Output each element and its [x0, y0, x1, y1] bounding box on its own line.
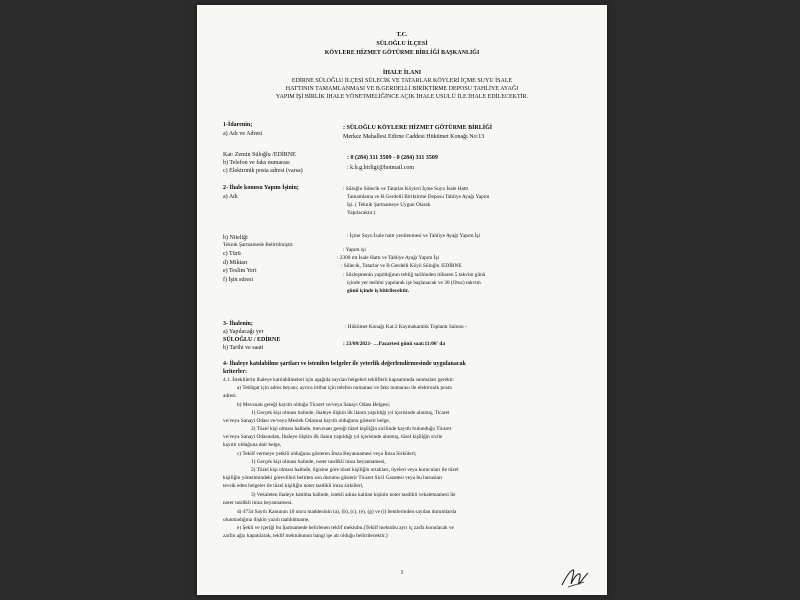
ihale-b-label: b) Tarihi ve saati	[223, 345, 264, 351]
konu-adi-2: Tamamlama ve B.Gerdelli Biriktirme Deposu Tahliye Ayağı Yapım	[347, 194, 490, 200]
section-4-heading-2: kriterler:	[223, 369, 247, 375]
ihale-tarih: : 23/08/2021- …Pazartesi günü saat:11:00' da	[343, 341, 445, 347]
konu-f-label: f) İşin süresi	[223, 277, 253, 283]
kriter-c2-1: 2) Tüzel kişi olması halinde, ilgisine göre tüzel kişiliğin ortakları, üyeleri veya kurucuları ile tüzel	[251, 467, 459, 473]
konu-d-label: d) Miktarı	[223, 260, 248, 266]
kriter-c2-2: kişiliğin yönetimindeki görevlileri belirten son durumu gösterir Ticaret Sicil Gazetesi veya bu hususları	[223, 475, 443, 481]
kriter-e-1: e) Şekli ve içeriği bu Şartnamede belirlenen teklif mektubu.(Teklif mektubu ayrı iç zarfa konulacak ve	[237, 525, 454, 531]
konu-adi-4: Yapılacaktır.)	[347, 210, 376, 216]
idare-kat: Kat: Zemin Süloğlu /EDİRNE	[223, 152, 296, 158]
kriter-c1-1: 1) Gerçek kişi olması halinde, noter tasdikli imza beyannamesi,	[251, 459, 386, 465]
kriter-a-2: adresi.	[223, 393, 237, 399]
kriter-b-1: b) Mevzuatı gereği kayıtlı olduğu Ticaret ve/veya Sanayi Odası Belgesi;	[237, 402, 391, 408]
header-tc: T.C.	[396, 32, 408, 38]
konu-b-label: b) Niteliği	[223, 235, 248, 241]
kriter-c3-1: 3) Vekaleten ihaleye katılma halinde, istekli adına katılan kişinin noter tasdikli vekaletnamesi ile	[251, 492, 456, 498]
idare-b-label: b) Telefon ve faks numarası	[223, 160, 290, 166]
section-1-heading: 1-İdarenin;	[223, 122, 253, 128]
kriter-b1-2: ve/veya Sanayi Odası ve/veya Meslek Odasına kayıtlı olduğunu gösterir belge,	[223, 418, 391, 424]
idare-address: Merkez Mahallesi Edirne Caddesi Hükümet Konağı No:13	[343, 134, 485, 140]
konu-sure-2: içinde yer teslimi yapılarak işe başlanacak ve 30 (Otuz) takvim	[347, 280, 481, 286]
signature-icon	[560, 567, 590, 589]
konu-teslim: : Sülecik, Tatarlar ve B.Gerdelli Köyü Süloğlu /EDİRNE	[341, 263, 462, 269]
konu-b-label-2: Teknik Şartnamede Belirtilmiştir.	[223, 242, 294, 248]
kriter-c2-3: tevsik eden belgeler ile tüzel kişiliğin noter tasdikli imza sirküleri,	[223, 483, 364, 489]
ihale-yer: : Hükümet Konağı Kat:2 Kaymakamlık Toplantı Salonu -	[345, 324, 467, 330]
konu-adi-1: : Süloğlu Sülecik ve Tatarlar Köyleri İçme Suyu İsale Hattı	[343, 186, 469, 192]
ihale-a-label: a) Yapılacağı yer	[223, 329, 264, 335]
konu-sure-1: : Sözleşmenin yapıldığının tebliğ tarihinden itibaren 5 takvim günü	[343, 272, 486, 278]
idare-name: : SÜLOĞLU KÖYLERE HİZMET GÖTÜRME BİRLİĞİ	[343, 125, 493, 131]
kriter-d-2: olunmadığına ilişkin yazılı taahhütname,	[223, 517, 310, 523]
title-line-1: EDİRNE SÜLOĞLU İLÇESİ SÜLECİK VE TATARLAR KÖYLERİ İÇME SUYU İSALE	[291, 78, 513, 84]
section-4-heading-1: 4- İhaleye katılabilme şartları ve istenilen belgeler ile yeterlik değerlendirmesinde uygulanacak	[223, 361, 466, 367]
konu-miktar: : 2300 mt İsale Hattı ve Tahliye Ayağı Yapım İşi	[337, 255, 440, 261]
section-3-heading: 3- İhalenin;	[223, 321, 253, 327]
title-ihale-ilani: İHALE İLANI	[382, 70, 422, 76]
kriter-d-1: d) 4734 Sayılı Kanunun 10 uncu maddesinin (a), (b), (c), (e), (g) ve (i) bentlerinden sayılan durumlarda	[237, 509, 457, 515]
kriter-4-1: 4.1. İsteklilerin ihaleye katılabilmeleri için aşağıda sayılan belgeleri tekliflerii kapsamında sunmaları gerekir:	[223, 377, 455, 383]
idare-phone: : 0 (284) 311 3509 - 0 (284) 311 3509	[347, 155, 438, 161]
kriter-c3-2: noter tasdikli imza beyannamesi.	[223, 500, 293, 506]
kriter-b2-1: 2) Tüzel kişi olması halinde, mevzuatı gereği tüzel kişiliğin sicilinde kayıtlı bulunduğu Ticaret	[251, 426, 452, 432]
kriter-b1-1: 1) Gerçek kişi olması halinde, ihaleye ilişkin ilk ilanın yapıldığı yıl içerisinde alınmış, Ticaret	[251, 410, 450, 416]
kriter-b2-2: ve/veya Sanayi Odasından, İhaleye ilişkin ilk ilanın yapıldığı yıl içerisinde alınmış, tüzel kişiliğin sicile	[223, 434, 443, 440]
page-number: 1	[400, 570, 404, 576]
konu-adi-3: İşi. ( Teknik Şartnameye Uygun Olarak	[347, 202, 431, 208]
konu-sure-3: günü içinde iş bitirilecektir.	[347, 288, 409, 294]
document-page	[197, 5, 607, 595]
konu-a-label: a) Adı	[223, 194, 238, 200]
header-ilce: SÜLOĞLU İLÇESİ	[376, 41, 428, 47]
kriter-b2-3: kayıtlı olduğuna dair belge,	[223, 442, 282, 448]
konu-nitelik: : İçme Suyu İsale hattı yenilenmesi ve Tahliye Ayağı Yapım İşi	[347, 233, 481, 239]
idare-email: : k.h.g.birligi@hotmail.com	[347, 165, 415, 171]
konu-c-label: c) Türü	[223, 251, 241, 257]
idare-c-label: c) Elektronik posta adresi (varsa)	[223, 168, 303, 174]
kriter-c-1: c) Teklif vermeye yetkili olduğunu gösteren İmza Beyannamesi veya İmza Sirküleri;	[237, 451, 417, 457]
kriter-e-2: zarfın ağzı kapatılarak, teklif mektubunun hangi işe ait olduğu belirtilecektir.)	[223, 533, 388, 539]
konu-e-label: e) Teslim Yeri	[223, 268, 257, 274]
title-line-2: HATTININ TAMAMLANMASI VE B.GERDELLİ BİRİKTİRME DEPOSU TAHLİYE AYAĞI	[285, 86, 519, 92]
title-line-3: YAPIM İŞİ BİRLİK İHALE YÖNETMELİĞİNCE AÇIK İHALE USULÜ İLE İHALE EDİLECEKTİR.	[275, 94, 529, 100]
header-birlik: KÖYLERE HİZMET GÖTÜRME BİRLİĞİ BAŞKANLIĞI	[324, 50, 480, 56]
kriter-a-1: a) Tebligat için adres beyanı; ayrıca irtibat için telefon numarası ve faks numarası ile elektronik posta	[237, 385, 452, 391]
section-2-heading: 2- İhale konusu Yapım İşinin;	[223, 185, 299, 191]
konu-turu: : Yapım işi	[343, 247, 366, 253]
ihale-a-label-2: SÜLOĞLU / EDİRNE	[223, 337, 281, 343]
idare-a-label: a) Adı ve Adresi	[223, 131, 263, 137]
